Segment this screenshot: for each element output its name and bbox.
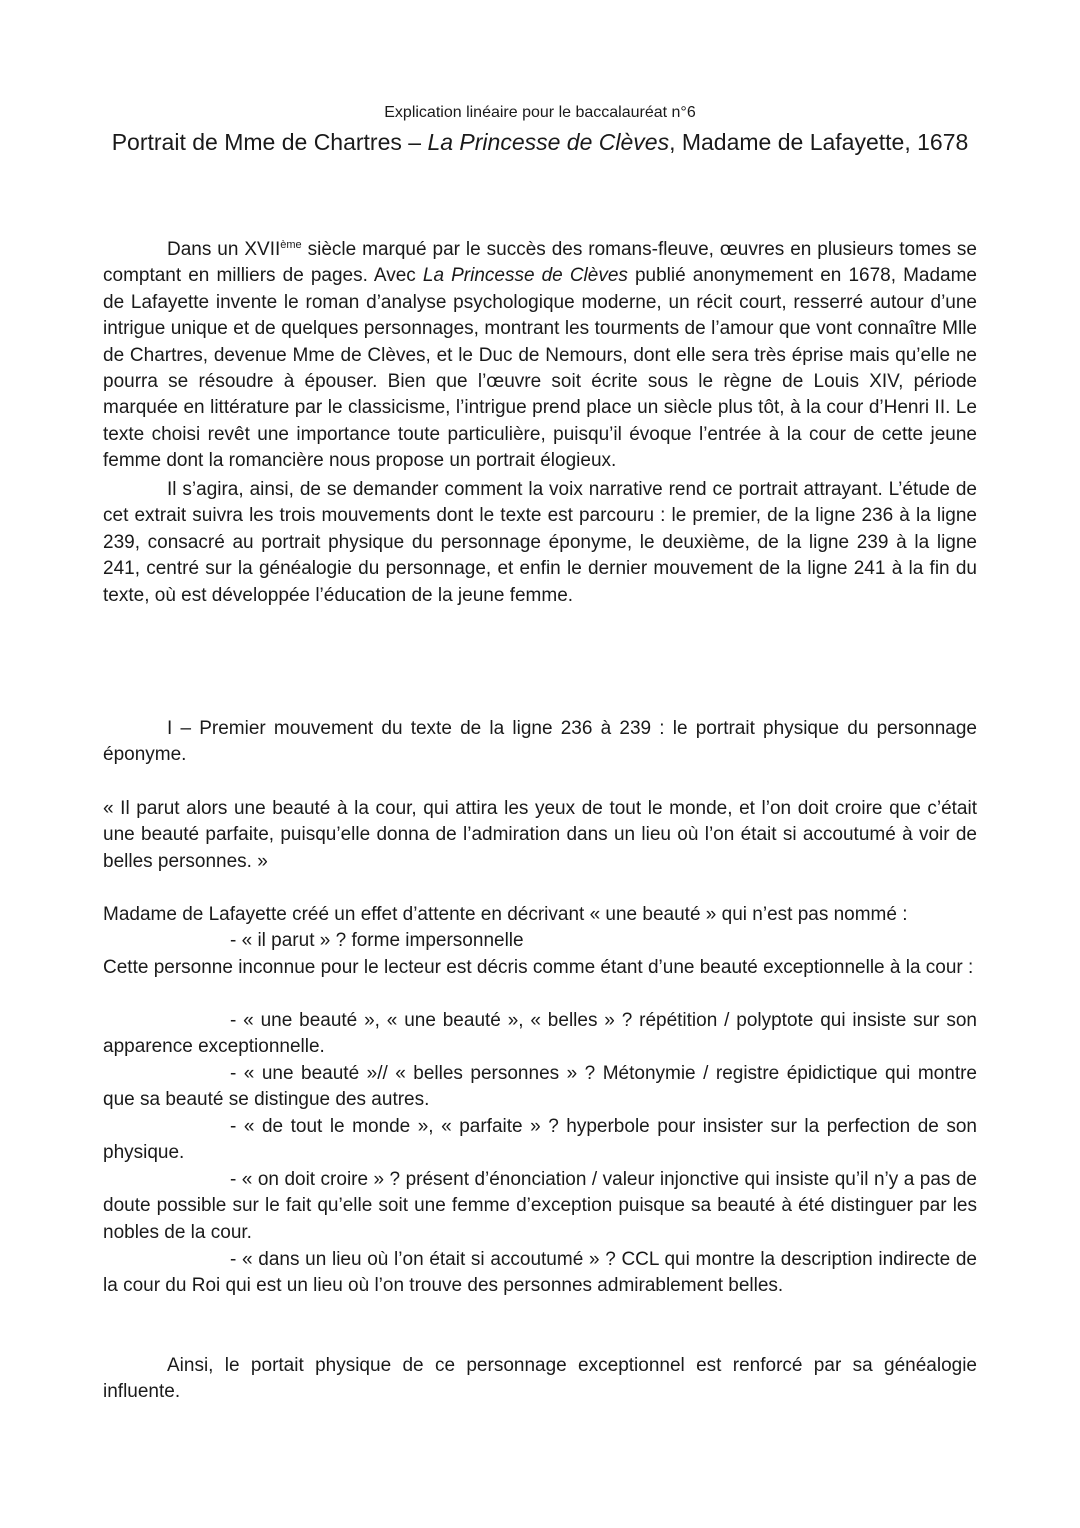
analysis-lead-1: Madame de Lafayette créé un effet d’attente en décrivant « une beauté » qui n’est pas nommé : xyxy=(103,904,908,925)
intro-p1-b: siècle marqué par le succès des romans-fleuve, œuvres en plusieurs tomes se comptant en milliers de pages. Avec xyxy=(103,239,977,287)
analysis-item-5: - « on doit croire » ? présent d’énonciation / valeur injonctive qui insiste qu’il n’y a pas de doute possible sur le fait qu’elle soit une femme d’exception puisque sa beauté à été distinguer par les nobles de la cour. xyxy=(103,1169,977,1243)
title-suffix: , Madame de Lafayette, 1678 xyxy=(669,129,969,155)
analysis-item-2: - « une beauté », « une beauté », « belles » ? répétition / polyptote qui insiste sur son apparence exceptionnelle. xyxy=(103,1010,977,1058)
intro-p1-c: publié anonymement en 1678, Madame de Lafayette invente le roman d’analyse psychologique moderne, un récit court, resserré autour d’une intrigue unique et de quelques personnages, montrant les tourments de l’amour que vont connaître Mlle de Chartres, devenue Mme de Clèves, et le Duc de Nemours, dont elle sera très éprise mais qu’elle ne pourra se résoudre à épouser. Bien que l’œuvre soit écrite sous le règne de Louis XIV, période marquée en littérature par le classicisme, l’intrigue prend place un siècle plus tôt, à la cour d’Henri II. Le texte choisi revêt une importance toute particulière, puisqu’il évoque l’entrée à la cour de cette jeune femme dont la romancière nous propose un portrait élogieux. xyxy=(103,265,977,472)
section-conclusion: Ainsi, le portait physique de ce personnage exceptionnel est renforcé par sa généalogie influente. xyxy=(103,1355,977,1403)
section-quote: « Il parut alors une beauté à la cour, qui attira les yeux de tout le monde, et l’on doit croire que c’était une beauté parfaite, puisqu’elle donna de l’admiration dans un lieu où l’on était si accoutumé à voir de belles personnes. » xyxy=(103,798,977,872)
analysis-item-3: - « une beauté »// « belles personnes » ? Métonymie / registre épidictique qui montre que sa beauté se distingue des autres. xyxy=(103,1063,977,1111)
intro-p1-sup: ème xyxy=(280,239,302,251)
intro-p1-a: Dans un XVII xyxy=(167,239,281,260)
intro-paragraph-2: Il s’agira, ainsi, de se demander comment la voix narrative rend ce portrait attrayant. L’étude de cet extrait suivra les trois mouvements dont le texte est parcouru : le premier, de la ligne 236 à la ligne 239, consacré au portrait physique du personnage éponyme, le deuxième, de la ligne 239 à la ligne 241, centré sur la généalogie du personnage, et enfin le dernier mouvement de la ligne 241 à la fin du texte, où est développée l’éducation de la jeune femme. xyxy=(103,479,977,606)
title-prefix: Portrait de Mme de Chartres – xyxy=(111,129,428,155)
intro-p1-work: La Princesse de Clèves xyxy=(422,265,628,287)
analysis-lead-2: Cette personne inconnue pour le lecteur est décris comme étant d’une beauté exceptionnelle à la cour : xyxy=(103,957,974,978)
analysis-item-6: - « dans un lieu où l’on était si accoutumé » ? CCL qui montre la description indirecte de la cour du Roi qui est un lieu où l’on trouve des personnes admirablement belles. xyxy=(103,1249,977,1297)
analysis-item-4: - « de tout le monde », « parfaite » ? hyperbole pour insister sur la perfection de son physique. xyxy=(103,1116,977,1164)
section-heading: I – Premier mouvement du texte de la ligne 236 à 239 : le portrait physique du personnage éponyme. xyxy=(103,718,977,766)
document-kicker: Explication linéaire pour le baccalauréat n°6 xyxy=(384,104,696,121)
document-title xyxy=(0,127,1080,157)
analysis-item-1: - « il parut » ? forme impersonnelle xyxy=(230,930,524,951)
title-work: La Princesse de Clèves xyxy=(427,129,670,155)
intro-paragraph-1 xyxy=(103,237,977,475)
